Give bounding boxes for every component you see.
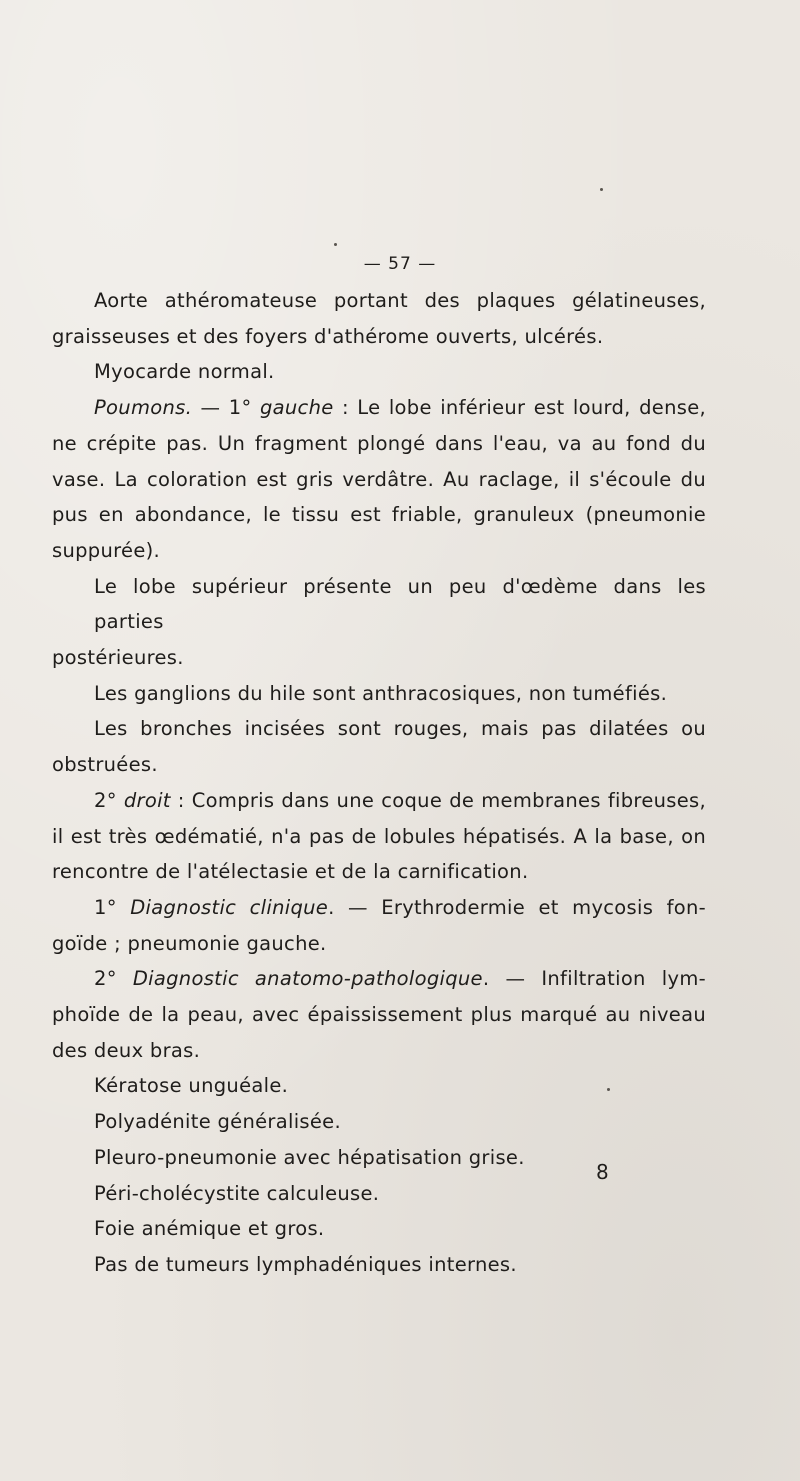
text-line: Péri-cholécystite calculeuse. — [94, 1181, 380, 1205]
text-line: des deux bras. — [52, 1038, 201, 1062]
text-line: phoïde de la peau, avec épaississement plus marqué au niveau — [52, 1003, 706, 1027]
text-line: il est très œdématié, n'a pas de lobules hépatisés. A la base, on — [52, 824, 706, 848]
text-line: Polyadénite généralisée. — [94, 1110, 341, 1134]
text-line: Pas de tumeurs lymphadéniques internes. — [94, 1252, 517, 1276]
print-speck — [334, 243, 337, 246]
text-line: 2° droit : Compris dans une coque de membranes fibreuses, — [94, 788, 706, 812]
text-line: goïde ; pneumonie gauche. — [52, 931, 327, 955]
heading-diagnostic-clinique: Diagnostic clinique — [130, 895, 329, 919]
text-line: vase. La coloration est gris verdâtre. Au raclage, il s'écoule du — [52, 467, 706, 491]
text-line: Aorte athéromateuse portant des plaques gélatineuses, — [94, 289, 706, 312]
text-line: Les ganglions du hile sont anthracosiques, non tuméfiés. — [94, 681, 668, 705]
text-line: graisseuses et des foyers d'athérome ouverts, ulcérés. — [52, 324, 604, 348]
text-line: Poumons. — 1° gauche : Le lobe inférieur est lourd, dense, — [94, 396, 706, 420]
text-line: 2° Diagnostic anatomo-pathologique. — Infiltration lym- — [94, 967, 706, 991]
page-number: — 57 — — [363, 254, 437, 274]
subsection-label-gauche: gauche — [259, 396, 334, 420]
text-line: ne crépite pas. Un fragment plongé dans l'eau, va au fond du — [52, 431, 706, 455]
text-line: Myocarde normal. — [94, 360, 275, 384]
text-line: suppurée). — [52, 538, 161, 562]
text-line: Foie anémique et gros. — [94, 1217, 325, 1241]
body-text — [52, 283, 706, 1283]
text-line: Les bronches incisées sont rouges, mais pas dilatées ou — [94, 717, 706, 741]
print-speck — [600, 188, 603, 191]
text-line: 1° Diagnostic clinique. — Erythrodermie et mycosis fon- — [94, 895, 706, 919]
text-line: Pleuro-pneumonie avec hépatisation grise. — [94, 1145, 525, 1169]
signature-mark: 8 — [596, 1160, 609, 1184]
subsection-label-droit: droit — [123, 788, 171, 812]
text-line: Le lobe supérieur présente un peu d'œdème dans les parties — [94, 574, 706, 634]
section-heading-poumons: Poumons. — [94, 396, 193, 420]
text-line: postérieures. — [52, 646, 184, 670]
text-line: obstruées. — [52, 753, 158, 777]
lead-separator: — 1° — [192, 396, 260, 420]
text-line: rencontre de l'atélectasie et de la carnification. — [52, 860, 529, 884]
text-line: Kératose unguéale. — [94, 1074, 289, 1098]
print-speck — [607, 1088, 610, 1091]
heading-diagnostic-anatomo-pathologique: Diagnostic anatomo-pathologique — [132, 967, 483, 991]
text-line: pus en abondance, le tissu est friable, granuleux (pneumonie — [52, 503, 706, 527]
